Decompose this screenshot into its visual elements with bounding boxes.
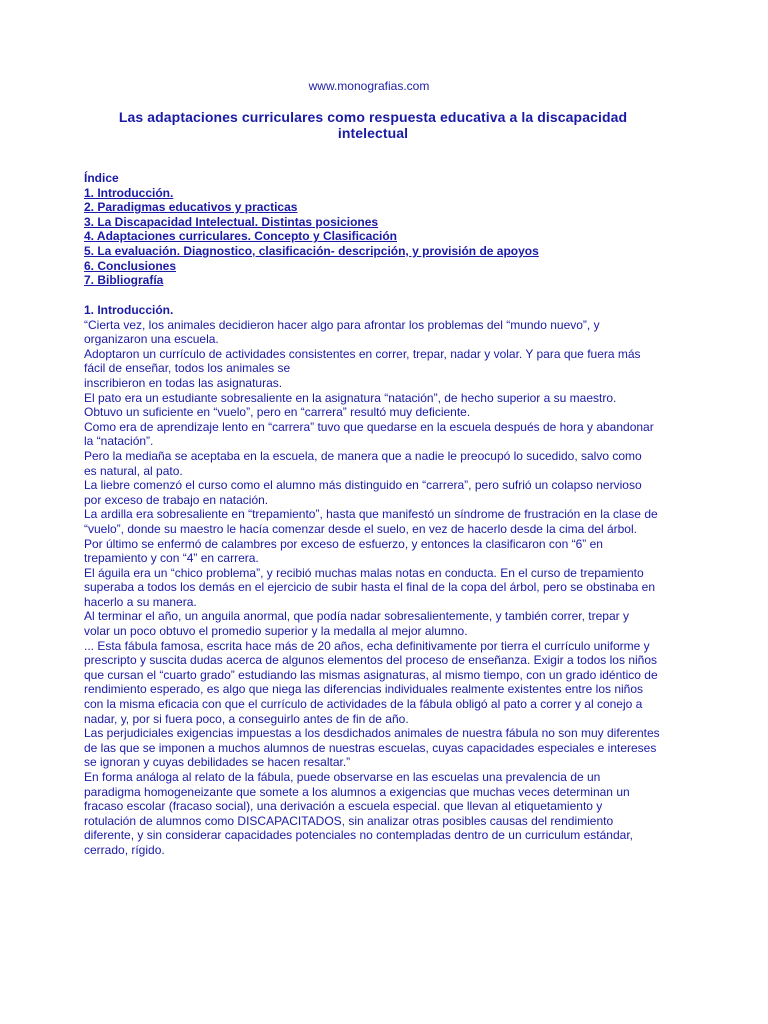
body-text-line: hacerlo a su manera.	[84, 594, 197, 609]
toc-link-paradigmas[interactable]: 2. Paradigmas educativos y practicas	[84, 200, 298, 215]
body-text-line: se ignoran y cuyas debilidades se hacen resaltar.”	[84, 755, 351, 770]
body-text-line: Las perjudiciales exigencias impuestas a los desdichados animales de nuestra fábula no son muy diferentes	[84, 726, 660, 741]
body-text-line: fácil de enseñar, todos los animales se	[84, 361, 291, 376]
body-text-line: Pero la mediaña se aceptaba en la escuela, de manera que a nadie le preocupó lo sucedido, salvo como	[84, 448, 642, 463]
body-text-line: El águila era un “chico problema”, y recibió muchas malas notas en conducta. En el curso de trepamiento	[84, 565, 644, 580]
toc-link-adaptaciones-curriculares[interactable]: 4. Adaptaciones curriculares. Concepto y Clasificación	[84, 229, 397, 244]
body-text-line: cerrado, rígido.	[84, 842, 165, 857]
body-text-line: inscribieron en todas las asignaturas.	[84, 375, 283, 390]
toc-link-evaluacion[interactable]: 5. La evaluación. Diagnostico, clasificación- descripción, y provisión de apoyos	[84, 243, 539, 258]
body-text-line: que cursan el “cuarto grado” estudiando las mismas asignaturas, al mismo tiempo, con un grado idéntico de	[84, 667, 658, 682]
document-title-line-1: Las adaptaciones curriculares como respuesta educativa a la discapacidad	[118, 109, 628, 125]
body-text-line: diferente, y sin considerar capacidades potenciales no contempladas dentro de un curriculum estándar,	[84, 828, 633, 843]
body-text-line: Como era de aprendizaje lento en “carrera” tuvo que quedarse en la escuela después de hora y abandonar	[84, 419, 654, 434]
section-introduccion	[84, 303, 704, 858]
body-text-line: ... Esta fábula famosa, escrita hace más de 20 años, echa definitivamente por tierra el currículo uniforme y	[84, 638, 650, 653]
body-text-line: En forma análoga al relato de la fábula, puede observarse en las escuelas una prevalencia de un	[84, 770, 601, 784]
toc-link-discapacidad-intelectual[interactable]: 3. La Discapacidad Intelectual. Distintas posiciones	[84, 214, 379, 229]
table-of-contents	[84, 171, 704, 288]
body-text-line: trepamiento y con “4” en carrera.	[84, 551, 259, 566]
body-text-line: nadar, y, por si fuera poco, a conseguirlo antes de fin de año.	[84, 711, 409, 726]
body-text-line: El pato era un estudiante sobresaliente en la asignatura “natación”, de hecho superior a su maestro.	[84, 390, 617, 405]
site-url[interactable]: www.monografias.com	[308, 79, 430, 93]
body-text-line: prescripto y suscita dudas acerca de algunos elementos del proceso de enseñanza. Exigir a todos los niños	[84, 653, 658, 668]
body-text-line: por exceso de trabajo en natación.	[84, 492, 269, 507]
body-text-line: la “natación”.	[84, 434, 154, 449]
body-text-line: Por último se enfermó de calambres por exceso de esfuerzo, y entonces la clasificaron con “6” en	[84, 536, 603, 551]
body-text-line: organizaron una escuela.	[84, 332, 219, 347]
body-text-line: rendimiento esperado, es algo que niega las diferencias individuales realmente existentes entre los niños	[84, 682, 644, 697]
body-text-line: superaba a todos los demás en el ejercicio de subir hasta el final de la copa del árbol, pero se obstinaba en	[84, 580, 656, 595]
toc-link-bibliografia[interactable]: 7. Bibliografía	[84, 273, 164, 288]
body-text-line: La liebre comenzó el curso como el alumno más distinguido en “carrera”, pero sufrió un colapso nervioso	[84, 478, 642, 493]
toc-link-introduccion[interactable]: 1. Introducción.	[84, 185, 174, 200]
body-text-line: Al terminar el año, un anguila anormal, que podía nadar sobresalientemente, y también correr, trepar y	[84, 609, 629, 624]
toc-link-conclusiones[interactable]: 6. Conclusiones	[84, 258, 177, 273]
body-text-line: de las que se imponen a muchos alumnos de nuestras escuelas, cuyas capacidades especiales e intereses	[84, 740, 657, 755]
body-text-line: con la misma eficacia con que el currículo de actividades de la fábula obligó al pato a correr y al conejo a	[84, 697, 643, 712]
body-text-line: “Cierta vez, los animales decidieron hacer algo para afrontar los problemas del “mundo nuevo”, y	[84, 317, 600, 332]
body-text-line: es natural, al pato.	[84, 463, 183, 478]
body-text-line: fracaso escolar (fracaso social), una derivación a escuela especial. que llevan al etiquetamiento y	[84, 799, 603, 814]
toc-heading: Índice	[84, 171, 119, 185]
body-text-line: Obtuvo un suficiente en “vuelo”, pero en “carrera” resultó muy deficiente.	[84, 405, 471, 420]
body-text-line: rotulación de alumnos como DISCAPACITADOS, sin analizar otras posibles causas del rendimiento	[84, 813, 614, 828]
body-text-line: La ardilla era sobresaliente en “trepamiento”, hasta que manifestó un síndrome de frustración en la clase de	[84, 507, 658, 522]
section-heading: 1. Introducción.	[84, 303, 174, 317]
body-text-line: paradigma homogeneizante que somete a los alumnos a exigencias que muchas veces determinan un	[84, 784, 630, 799]
section-body	[84, 318, 704, 858]
body-text-line: volar un poco obtuvo el promedio superior y la medalla al mejor alumno.	[84, 624, 468, 639]
body-text-line: “vuelo”, donde su maestro le hacía comenzar desde el suelo, en vez de hacerlo desde la cima del árbol.	[84, 521, 637, 536]
body-text-line: Adoptaron un currículo de actividades consistentes en correr, trepar, nadar y volar. Y para que fuera más	[84, 346, 641, 361]
document-title-line-2: intelectual	[337, 125, 409, 141]
document-title	[60, 109, 686, 141]
